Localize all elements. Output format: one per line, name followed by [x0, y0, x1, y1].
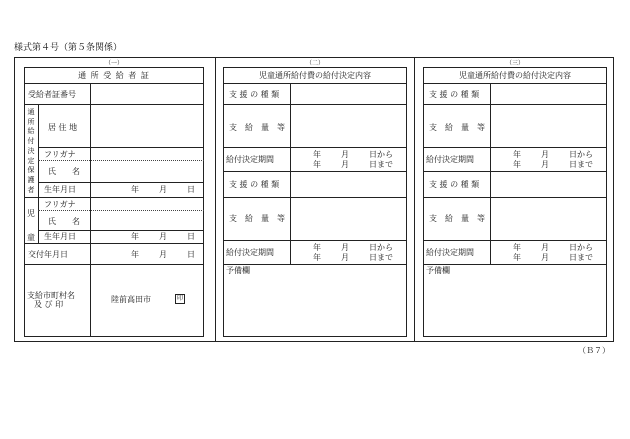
child-dob-year: 年: [131, 232, 139, 241]
p2-period-label-2: 給付決定期間: [226, 248, 274, 257]
issue-date-label: 交付年月日: [28, 250, 68, 259]
issue-date-month: 月: [159, 250, 167, 259]
p3-period1-from: 日から: [569, 150, 593, 159]
cert-no-label: 受給者証番号: [28, 90, 76, 99]
p3-period1-from-month: 月: [541, 150, 549, 159]
p1-rule-child-name: [38, 230, 204, 231]
p2-support-type-label-2: 支 援 の 種 類: [229, 180, 280, 189]
p2-period1-to-month: 月: [341, 160, 349, 169]
p2-amount-label-1: 支 給 量 等: [229, 123, 285, 132]
panel2-title: 児童通所給付費の給付決定内容: [259, 71, 371, 80]
p2-notes-area[interactable]: [224, 276, 406, 336]
child-dob-label: 生年月日: [44, 232, 76, 241]
p3-period2-to-year: 年: [513, 253, 521, 262]
p1-rule-name: [38, 182, 204, 183]
p2-notes-label: 予備欄: [226, 266, 250, 275]
p2-support-type-label-1: 支 援 の 種 類: [229, 90, 280, 99]
p2-period1-from-month: 月: [341, 150, 349, 159]
form-title: 様式第４号（第５条関係）: [14, 43, 123, 53]
guardian-dob-day: 日: [187, 185, 195, 194]
child-name-value[interactable]: [91, 211, 203, 230]
p2-period1-to-year: 年: [313, 160, 321, 169]
p2-amount-label-2: 支 給 量 等: [229, 214, 285, 223]
p2-rule-6: [223, 264, 407, 265]
p3-rule-2: [423, 147, 607, 148]
p3-period2-until: 日まで: [569, 253, 593, 262]
p3-period1-from-year: 年: [513, 150, 521, 159]
p2-amount-value-2[interactable]: [291, 198, 406, 240]
p3-period1-to-month: 月: [541, 160, 549, 169]
panel1-title: 通 所 受 給 者 証: [78, 71, 150, 80]
panel1-number: （一）: [104, 60, 123, 67]
p2-period2-from-month: 月: [341, 243, 349, 252]
guardian-name-label: 氏 名: [48, 167, 80, 176]
p3-period1-until: 日まで: [569, 160, 593, 169]
p3-support-type-value-2[interactable]: [491, 172, 606, 197]
p3-period-label-2: 給付決定期間: [426, 248, 474, 257]
p2-period-label-1: 給付決定期間: [226, 155, 274, 164]
seal-stamp: 印: [176, 295, 183, 302]
panel-divider-2: [414, 57, 415, 342]
p3-support-type-label-2: 支 援 の 種 類: [429, 180, 480, 189]
p3-period2-from-year: 年: [513, 243, 521, 252]
p2-period2-until: 日まで: [369, 253, 393, 262]
p2-rule-2: [223, 147, 407, 148]
guardian-dob-year: 年: [131, 185, 139, 194]
p2-period2-from: 日から: [369, 243, 393, 252]
child-dob-day: 日: [187, 232, 195, 241]
child-furigana-label: フリガナ: [44, 200, 76, 209]
p2-period2-from-year: 年: [313, 243, 321, 252]
guardian-group-label: 通所給付決定保護者: [27, 108, 35, 194]
p1-rule-child-dob: [24, 243, 204, 244]
p3-support-type-label-1: 支 援 の 種 類: [429, 90, 480, 99]
issue-date-day: 日: [187, 250, 195, 259]
p3-period2-from-month: 月: [541, 243, 549, 252]
p3-notes-label: 予備欄: [426, 266, 450, 275]
p2-rule-5: [223, 240, 407, 241]
address-label: 居 住 地: [48, 123, 78, 132]
p1-rule-address: [38, 147, 204, 148]
municipality-value: 陸前高田市: [111, 295, 151, 304]
panel3-number: （三）: [505, 60, 524, 67]
p3-amount-value-1[interactable]: [491, 105, 606, 147]
p2-support-type-value-1[interactable]: [291, 84, 406, 104]
p3-rule-5: [423, 240, 607, 241]
p1-group-divider: [38, 104, 39, 243]
p2-period1-from: 日から: [369, 150, 393, 159]
address-value[interactable]: [91, 105, 203, 147]
p2-amount-value-1[interactable]: [291, 105, 406, 147]
issue-date-year: 年: [131, 250, 139, 259]
p1-rule-dob: [24, 197, 204, 198]
p3-amount-value-2[interactable]: [491, 198, 606, 240]
p3-period1-to-year: 年: [513, 160, 521, 169]
p3-amount-label-1: 支 給 量 等: [429, 123, 485, 132]
p3-amount-label-2: 支 給 量 等: [429, 214, 485, 223]
child-name-label: 氏 名: [48, 217, 80, 226]
p3-period-label-1: 給付決定期間: [426, 155, 474, 164]
p3-period2-to-month: 月: [541, 253, 549, 262]
municipality-label-2: 及 び 印: [34, 300, 64, 309]
p2-period1-from-year: 年: [313, 150, 321, 159]
guardian-dob-month: 月: [159, 185, 167, 194]
child-group-label: 児童: [27, 209, 35, 242]
size-note: （Ｂ７）: [578, 346, 610, 355]
p3-support-type-value-1[interactable]: [491, 84, 606, 104]
p3-period2-from: 日から: [569, 243, 593, 252]
p2-period2-to-month: 月: [341, 253, 349, 262]
panel3-title: 児童通所給付費の給付決定内容: [459, 71, 571, 80]
panel-divider-1: [215, 57, 216, 342]
p1-rule-issue: [24, 264, 204, 265]
p2-period2-to-year: 年: [313, 253, 321, 262]
p2-period1-until: 日まで: [369, 160, 393, 169]
guardian-name-value[interactable]: [91, 161, 203, 181]
cert-no-value[interactable]: [91, 84, 203, 104]
municipality-label-1: 支給市町村名: [27, 291, 75, 300]
panel2-number: （二）: [305, 60, 324, 67]
p2-support-type-value-2[interactable]: [291, 172, 406, 197]
p3-rule-6: [423, 264, 607, 265]
guardian-dob-label: 生年月日: [44, 185, 76, 194]
p3-notes-area[interactable]: [424, 276, 606, 336]
child-dob-month: 月: [159, 232, 167, 241]
furigana-label: フリガナ: [44, 150, 76, 159]
